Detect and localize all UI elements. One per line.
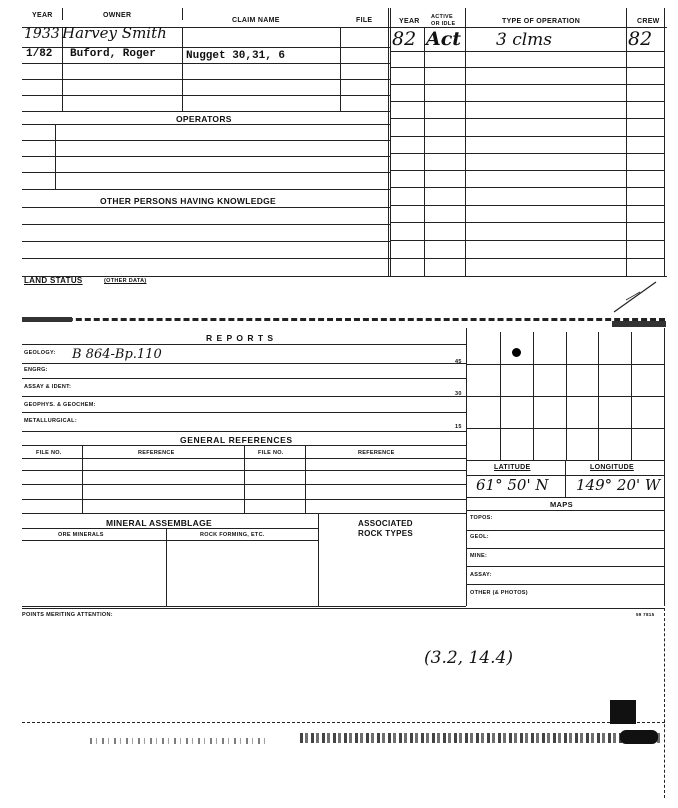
maps-top-rule (466, 497, 664, 498)
other-photos-label: OTHER (& PHOTOS) (470, 590, 528, 596)
reports-rule (22, 344, 466, 345)
column-divider (340, 28, 341, 111)
activity-rule (390, 118, 665, 119)
form-number: 59 7815 (636, 612, 655, 617)
activity-rule (390, 67, 665, 68)
activity-rule (390, 187, 665, 188)
header-type-of-operation: TYPE OF OPERATION (502, 18, 581, 25)
grid-line (466, 396, 664, 397)
geology-value: B 864-Bp.110 (72, 347, 162, 362)
right-border (664, 8, 665, 276)
other-persons-heading: OTHER PERSONS HAVING KNOWLEDGE (100, 196, 277, 206)
activity-rule (390, 136, 665, 137)
assay-label: ASSAY & IDENT: (24, 384, 72, 390)
land-status-heading: LAND STATUS (24, 276, 83, 285)
maps-heading: MAPS (550, 500, 573, 509)
reports-top-band (22, 318, 665, 321)
reports-num-30: 30 (455, 391, 462, 397)
reports-num-15: 15 (455, 424, 462, 430)
reports-rule (22, 431, 466, 432)
rock-forming-label: ROCK FORMING, ETC. (200, 532, 265, 538)
mineral-divider (166, 528, 167, 606)
header-year-2: YEAR (399, 18, 420, 25)
pencil-stroke (600, 280, 660, 315)
ink-block (610, 700, 636, 724)
grid-line (466, 364, 664, 365)
engrg-label: ENGRG: (24, 367, 48, 373)
header-crew: CREW (637, 18, 660, 25)
reference-label-2: REFERENCE (358, 450, 395, 456)
activity-rule (390, 153, 665, 154)
assay-map-label: ASSAY: (470, 572, 492, 578)
column-divider (626, 8, 627, 276)
reports-heading: R E P O R T S (206, 333, 275, 343)
owner-1-name: Harvey Smith (62, 24, 167, 42)
maps-rule (466, 584, 664, 585)
owner-2-year: 1/82 (26, 48, 53, 60)
reports-rule (22, 396, 466, 397)
header-divider (182, 8, 183, 20)
header-divider (62, 8, 63, 20)
operators-heading: OPERATORS (176, 114, 232, 124)
general-references-heading: GENERAL REFERENCES (180, 435, 293, 445)
header-claim-name: CLAIM NAME (232, 17, 280, 24)
ink-smudge (620, 730, 658, 744)
mineral-rule (22, 540, 318, 541)
references-divider (305, 445, 306, 513)
bottom-rule (22, 722, 665, 723)
references-divider (82, 445, 83, 513)
topos-label: TOPOS: (470, 515, 493, 521)
activity-status: Act (426, 28, 462, 50)
associated-rock-types-1: ASSOCIATED (358, 519, 413, 528)
mineral-assemblage-heading: MINERAL ASSEMBLAGE (106, 518, 212, 528)
lat-lon-divider (565, 460, 566, 498)
row-rule (22, 79, 390, 80)
scan-noise (90, 738, 270, 744)
ink-smudge (612, 321, 666, 327)
reports-rule (22, 412, 466, 413)
geophys-label: GEOPHYS. & GEOCHEM: (24, 402, 96, 408)
mine-label: MINE: (470, 553, 488, 559)
activity-year: 82 (392, 28, 417, 50)
activity-crew: 82 (628, 28, 653, 50)
mineral-bottom-rule (22, 606, 466, 607)
column-divider (424, 28, 425, 276)
operators-rule (22, 156, 390, 157)
operators-top-rule (22, 111, 390, 112)
reports-rule (22, 378, 466, 379)
longitude-value: 149° 20' W (576, 476, 661, 494)
column-divider (465, 8, 466, 276)
other-persons-top-rule (22, 189, 390, 190)
header-owner: OWNER (103, 12, 132, 19)
activity-rule (390, 258, 665, 259)
header-year: YEAR (32, 12, 53, 19)
location-marker (512, 348, 521, 357)
owner-2-name: Buford, Roger (70, 48, 156, 60)
reports-num-45: 45 (455, 359, 462, 365)
references-divider (244, 445, 245, 513)
column-divider (182, 28, 183, 111)
note-coordinates: (3.2, 14.4) (424, 648, 513, 668)
other-persons-rule (22, 258, 390, 259)
latitude-value: 61° 50' N (476, 476, 549, 494)
activity-rule (390, 101, 665, 102)
grid-line (466, 428, 664, 429)
owner-1-year: 1933 (24, 26, 60, 42)
row-rule (22, 63, 390, 64)
column-divider (55, 124, 56, 189)
maps-rule (466, 510, 664, 511)
associated-rock-types-2: ROCK TYPES (358, 529, 414, 538)
points-top-rule (22, 608, 665, 609)
mineral-divider (318, 513, 319, 606)
operators-rule (22, 124, 390, 125)
operators-rule (22, 172, 390, 173)
reference-label-1: REFERENCE (138, 450, 175, 456)
maps-rule (466, 530, 664, 531)
location-block-border (466, 328, 467, 606)
land-status-sub: (OTHER DATA) (104, 278, 147, 284)
operators-rule (22, 140, 390, 141)
right-border (664, 608, 665, 798)
activity-rule (390, 170, 665, 171)
scan-noise (300, 733, 660, 743)
geol-label: GEOL: (470, 534, 489, 540)
header-or-idle: OR IDLE (431, 21, 456, 27)
geology-label: GEOLOGY: (24, 350, 56, 356)
activity-rule (390, 205, 665, 206)
mineral-top-rule (22, 513, 466, 514)
activity-rule (390, 51, 665, 52)
other-persons-rule (22, 224, 390, 225)
mineral-rule (22, 528, 318, 529)
header-active: ACTIVE (431, 14, 453, 20)
row-rule (22, 95, 390, 96)
maps-rule (466, 566, 664, 567)
right-border (664, 328, 665, 606)
activity-rule (390, 240, 665, 241)
activity-rule (390, 222, 665, 223)
metallurgical-label: METALLURGICAL: (24, 418, 77, 424)
maps-rule (466, 548, 664, 549)
activity-block-border (388, 8, 391, 276)
other-persons-rule (22, 207, 390, 208)
ore-minerals-label: ORE MINERALS (58, 532, 104, 538)
activity-operation: 3 clms (496, 30, 553, 50)
land-status-rule (22, 276, 667, 277)
file-no-label-1: FILE NO. (36, 450, 62, 456)
header-file: FILE (356, 17, 373, 24)
latitude-label: LATITUDE (494, 464, 531, 471)
file-no-label-2: FILE NO. (258, 450, 284, 456)
reports-rule (22, 363, 466, 364)
other-persons-rule (22, 241, 390, 242)
ink-smudge (22, 317, 72, 322)
owner-2-claim: Nugget 30,31, 6 (186, 50, 286, 62)
activity-rule (390, 84, 665, 85)
longitude-label: LONGITUDE (590, 464, 634, 471)
points-heading: POINTS MERITING ATTENTION: (22, 612, 113, 618)
